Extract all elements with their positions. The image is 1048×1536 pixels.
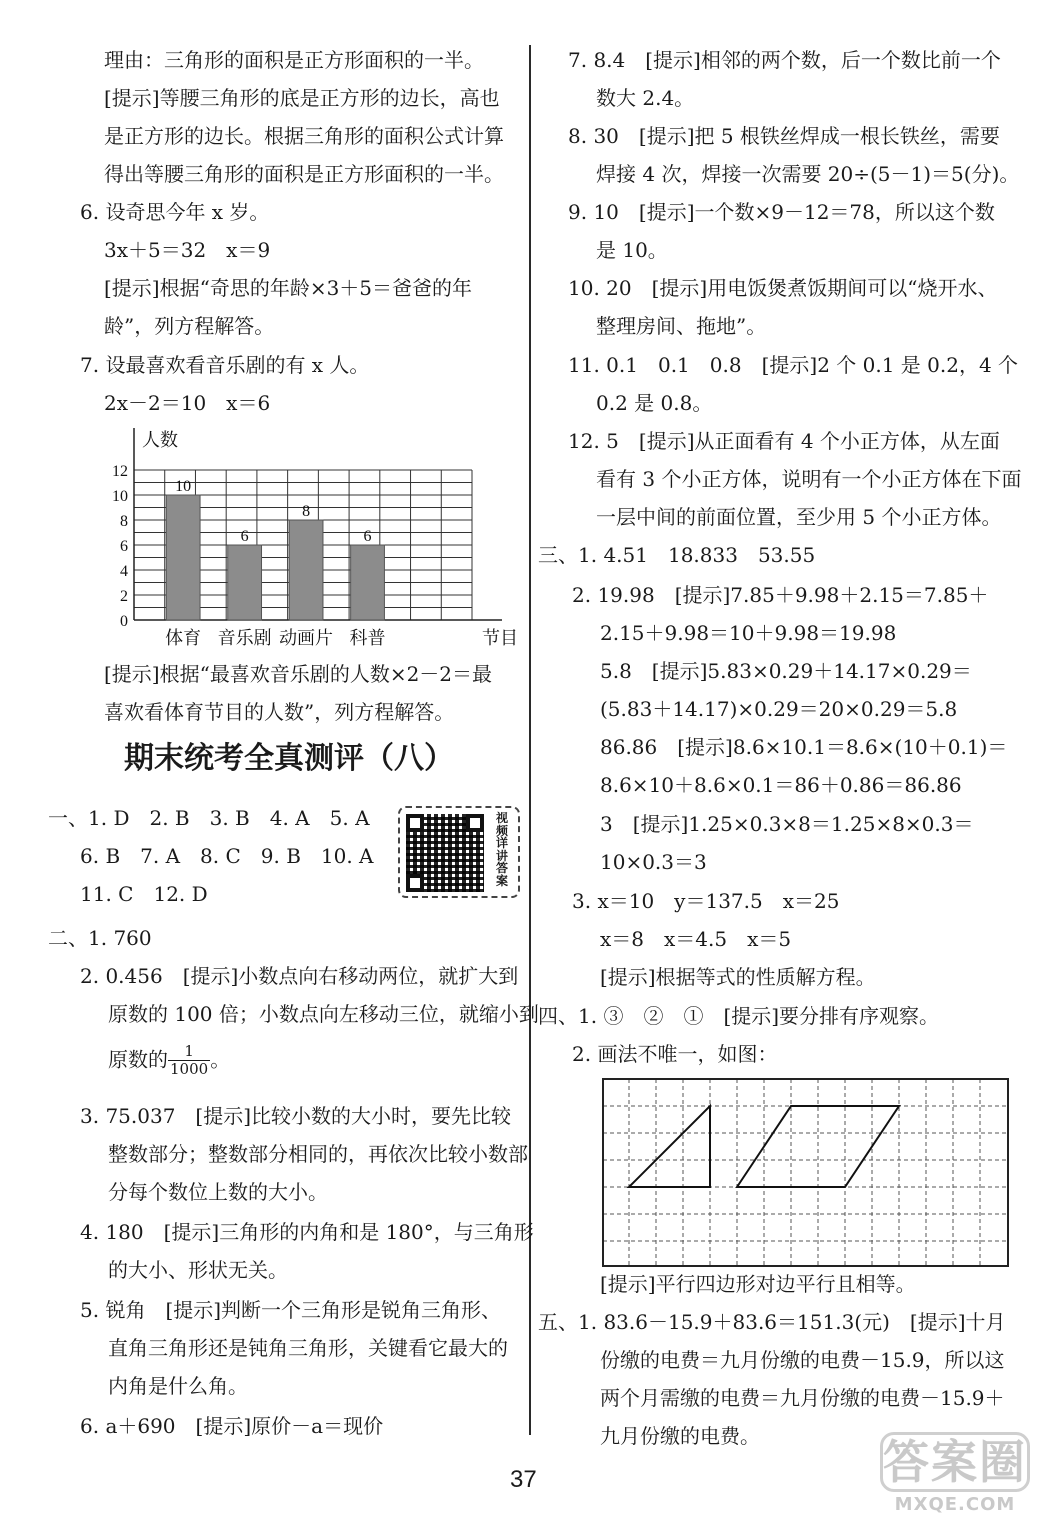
answer-2-6: 6. a＋690 [提示]原价－a＝现价 [80, 1414, 384, 1438]
hint-text: 内角是什么角。 [108, 1374, 248, 1398]
hint-text: 数大 2.4。 [596, 86, 695, 110]
hint-text: 喜欢看体育节目的人数”，列方程解答。 [104, 700, 455, 724]
category-label: 体育 [165, 628, 202, 649]
data-label: 6 [240, 528, 249, 545]
watermark-title: 答案圈 [880, 1432, 1030, 1492]
hint-text: 原数的 [108, 1047, 168, 1072]
watermark-logo [880, 1432, 1030, 1522]
answer-3-2: 2. 19.98 [提示]7.85＋9.98＋2.15＝7.85＋ [572, 583, 989, 607]
equation-6: 3x＋5＝32 x＝9 [104, 238, 271, 262]
answer-3-3: 3. x＝10 y＝137.5 x＝25 [572, 889, 840, 913]
hint-text: 0.2 是 0.8。 [596, 391, 713, 415]
grid-drawing [602, 1078, 1010, 1268]
data-label: 8 [302, 503, 311, 520]
answer-8: 8. 30 [提示]把 5 根铁丝焊成一根长铁丝，需要 [568, 124, 1000, 148]
calc-line: 2.15＋9.98＝10＋9.98＝19.98 [600, 621, 897, 645]
hint-text: 是正方形的边长。根据三角形的面积公式计算 [104, 124, 504, 148]
grid-lines [603, 1079, 1008, 1267]
answer-4-2: 2. 画法不唯一，如图： [572, 1042, 778, 1066]
answer-9: 9. 10 [提示]一个数×9－12＝78，所以这个数 [568, 200, 995, 224]
answer-7: 7. 8.4 [提示]相邻的两个数，后一个数比前一个 [568, 48, 1001, 72]
answer-11: 11. 0.1 0.1 0.8 [提示]2 个 0.1 是 0.2，4 个 [568, 353, 1019, 377]
x-axis-label: 节目 [482, 628, 518, 649]
section-title: 期末统考全真测评（八） [124, 741, 454, 776]
y-tick-label: 0 [120, 613, 128, 630]
answer-2-5: 5. 锐角 [提示]判断一个三角形是锐角三角形、 [80, 1298, 502, 1322]
hint-text: 龄”，列方程解答。 [104, 314, 275, 338]
calc-line: 10×0.3＝3 [600, 850, 707, 874]
y-tick-label: 12 [112, 463, 128, 480]
data-label: 6 [363, 528, 372, 545]
bar [228, 545, 262, 620]
calc-line: 8.6×10＋8.6×0.1＝86＋0.86＝86.86 [600, 773, 962, 797]
data-label: 10 [175, 478, 192, 495]
qr-finder [466, 814, 484, 832]
hint-text: [提示]根据“奇思的年龄×3＋5＝爸爸的年 [104, 276, 473, 300]
right-triangle [629, 1106, 710, 1187]
qr-finder [406, 814, 424, 832]
hint-text: 分每个数位上数的大小。 [108, 1180, 328, 1204]
hint-text: 得出等腰三角形的面积是正方形面积的一半。 [104, 162, 504, 186]
hint-text: 两个月需缴的电费＝九月份缴的电费－15.9＋ [600, 1386, 1005, 1410]
answer-2-1: 二、1. 760 [48, 926, 152, 950]
hint-text: 。 [210, 1047, 231, 1072]
bar [351, 545, 385, 620]
answer-10: 10. 20 [提示]用电饭煲煮饭期间可以“烧开水、 [568, 276, 998, 300]
bar [166, 495, 200, 620]
y-tick-label: 6 [120, 538, 128, 555]
answer-6: 6. 设奇思今年 x 岁。 [80, 200, 270, 224]
bar-chart [98, 424, 528, 654]
hint-fraction-line [108, 1043, 230, 1079]
hint-text: 九月份缴的电费。 [600, 1424, 760, 1448]
y-axis-label: 人数 [142, 430, 178, 451]
qr-label: 视频详讲答案 [495, 811, 508, 888]
y-tick-label: 2 [120, 588, 128, 605]
grid-border [603, 1079, 1008, 1266]
answer-3-1: 三、1. 4.51 18.833 53.55 [538, 543, 816, 567]
calc-line: 86.86 [提示]8.6×10.1＝8.6×(10＋0.1)＝ [600, 735, 1008, 759]
calc-line: 3 [提示]1.25×0.3×8＝1.25×8×0.3＝ [600, 812, 974, 836]
answer-7: 7. 设最喜欢看音乐剧的有 x 人。 [80, 353, 370, 377]
hint-text: 看有 3 个小正方体，说明有一个小正方体在下面 [596, 467, 1022, 491]
bar [289, 520, 323, 620]
fraction [168, 1043, 210, 1079]
hint-text: 份缴的电费＝九月份缴的电费－15.9，所以这 [600, 1348, 1005, 1372]
answer-4-1: 四、1. ③ ② ① [提示]要分排有序观察。 [538, 1004, 940, 1028]
hint-text: 整理房间、拖地”。 [596, 314, 767, 338]
hint-text: [提示]根据“最喜欢音乐剧的人数×2－2＝最 [104, 662, 493, 686]
calc-line: 5.8 [提示]5.83×0.29＋14.17×0.29＝ [600, 659, 972, 683]
answers-part-1: 11. C 12. D [80, 882, 208, 906]
category-label: 科普 [349, 628, 386, 649]
calc-line: x＝8 x＝4.5 x＝5 [600, 927, 792, 951]
category-label: 动画片 [279, 628, 334, 649]
parallelogram [737, 1106, 899, 1187]
answer-2-4: 4. 180 [提示]三角形的内角和是 180°，与三角形 [80, 1220, 534, 1244]
qr-code[interactable] [398, 806, 520, 898]
y-tick-label: 8 [120, 513, 128, 530]
page-number: 37 [510, 1466, 537, 1493]
hint-text: 直角三角形还是钝角三角形，关键看它最大的 [108, 1336, 508, 1360]
answer-5-1: 五、1. 83.6－15.9＋83.6＝151.3(元) [提示]十月 [538, 1310, 1006, 1334]
hint-text: 整数部分；整数部分相同的，再依次比较小数部 [108, 1142, 528, 1166]
hint-text: 焊接 4 次，焊接一次需要 20÷(5－1)＝5(分)。 [596, 162, 1020, 186]
y-tick-label: 10 [112, 488, 128, 505]
hint-text: 的大小、形状无关。 [108, 1258, 288, 1282]
fraction-denominator: 1000 [170, 1060, 209, 1079]
answer-2-3: 3. 75.037 [提示]比较小数的大小时，要先比较 [80, 1104, 512, 1128]
equation-7: 2x－2＝10 x＝6 [104, 391, 271, 415]
hint-text: [提示]平行四边形对边平行且相等。 [600, 1272, 916, 1296]
hint-text: 是 10。 [596, 238, 668, 262]
category-label: 音乐剧 [217, 628, 272, 649]
answers-part-1: 6. B 7. A 8. C 9. B 10. A [80, 844, 374, 868]
hint-text: [提示]根据等式的性质解方程。 [600, 965, 876, 989]
answer-12: 12. 5 [提示]从正面看有 4 个小正方体，从左面 [568, 429, 1000, 453]
qr-finder [406, 874, 424, 892]
reason-text: 理由：三角形的面积是正方形面积的一半。 [104, 48, 484, 72]
watermark-site: MXQE.COM [894, 1494, 1016, 1515]
fraction-numerator: 1 [168, 1043, 210, 1061]
hint-text: [提示]等腰三角形的底是正方形的边长，高也 [104, 86, 500, 110]
answers-part-1: 一、1. D 2. B 3. B 4. A 5. A [48, 806, 370, 830]
y-tick-label: 4 [120, 563, 128, 580]
hint-text: 一层中间的前面位置，至少用 5 个小正方体。 [596, 505, 1002, 529]
calc-line: (5.83＋14.17)×0.29＝20×0.29＝5.8 [600, 697, 958, 721]
answer-2-2: 2. 0.456 [提示]小数点向右移动两位，就扩大到 [80, 964, 519, 988]
hint-text: 原数的 100 倍；小数点向左移动三位，就缩小到 [108, 1002, 539, 1026]
